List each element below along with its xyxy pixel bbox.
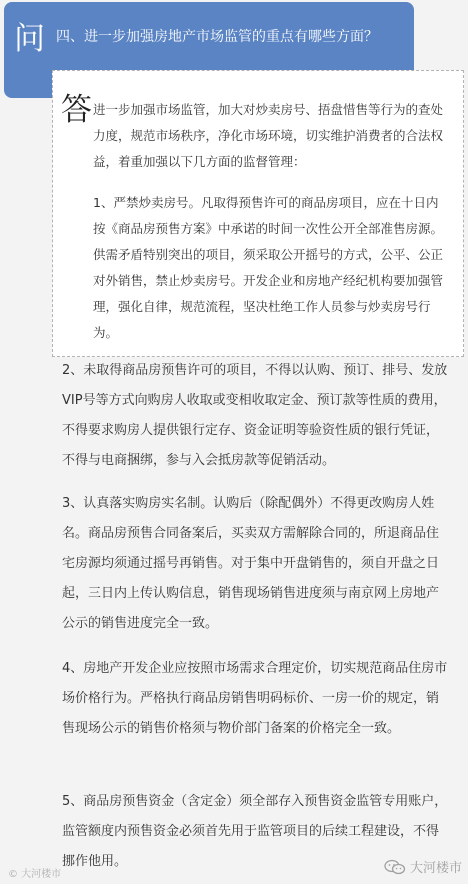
- watermark-right: [384, 857, 462, 876]
- question-icon: 问: [14, 21, 45, 57]
- watermark-left: © 大河楼市: [8, 869, 62, 880]
- answer-icon: 答: [61, 92, 92, 128]
- answer-intro: 进一步加强市场监管，加大对炒卖房号、捂盘惜售等行为的查处力度，规范市场秩序，净化市场环境，切实维护消费者的合法权益，着重加强以下几方面的监督管理：: [93, 102, 444, 169]
- question-text: 四、进一步加强房地产市场监管的重点有哪些方面？: [56, 29, 378, 45]
- paragraph-2: 2、未取得商品房预售许可的项目，不得以认购、预订、排号、发放VIP号等方式向购房人收取或变相收取定金、预订款等性质的费用，不得要求购房人提供银行定存、资金证明等验资性质的银行凭证，不得与电商捆绑，参与入会抵房款等促销活动。: [62, 363, 448, 468]
- paragraph-5: 5、商品房预售资金（含定金）须全部存入预售资金监管专用账户，监管额度内预售资金必须首先用于监管项目的后续工程建设，不得挪作他用。: [62, 794, 448, 869]
- paragraph-3: 3、认真落实购房实名制。认购后（除配偶外）不得更改购房人姓名。商品房预售合同备案后，买卖双方需解除合同的，所退商品住宅房源均须通过摇号再销售。对于集中开盘销售的，须自开盘之日起，三日内上传认购信息，销售现场销售进度须与南京网上房地产公示的销售进度完全一致。: [62, 496, 440, 631]
- paragraph-4: 4、房地产开发企业应按照市场需求合理定价，切实规范商品住房市场价格行为。严格执行商品房销售明码标价、一房一价的规定，销售现场公示的销售价格须与物价部门备案的价格完全一致。: [62, 661, 448, 736]
- watermark-right-text: 大河楼市: [409, 861, 462, 876]
- answer-card: [52, 70, 464, 357]
- wechat-icon: [384, 859, 406, 875]
- answer-item-1: 1、严禁炒卖房号。凡取得预售许可的商品房项目，应在十日内按《商品房预售方案》中承诺的时间一次性公开全部准售房源。供需矛盾特别突出的项目，须采取公开摇号的方式，公平、公正对外销售，禁止炒卖房号。开发企业和房地产经纪机构要加强管理，强化自律，规范流程，坚决杜绝工作人员参与炒卖房号行为。: [93, 195, 444, 340]
